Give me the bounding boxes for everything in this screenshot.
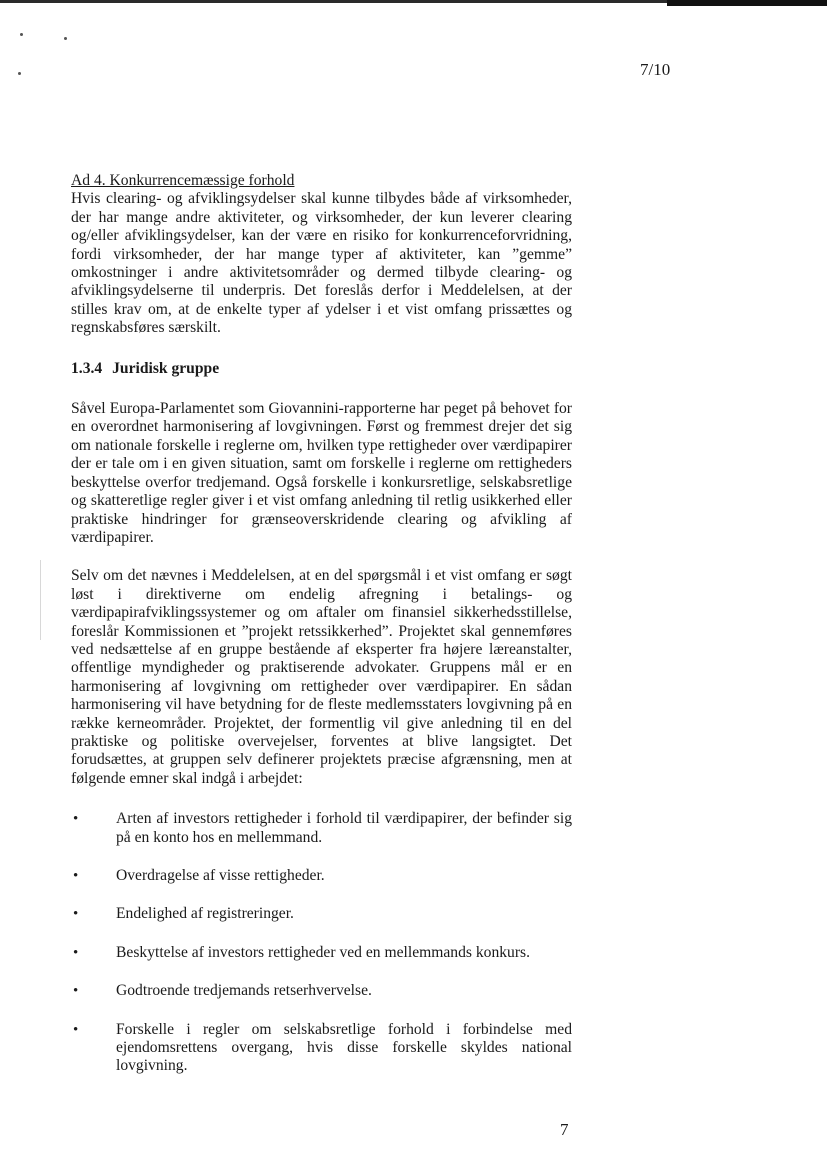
bullet-icon: • — [73, 983, 79, 1000]
section-title: Juridisk gruppe — [112, 359, 220, 377]
bullet-icon: • — [73, 868, 79, 884]
section-ad4-heading: Ad 4. Konkurrencemæssige forhold — [71, 172, 295, 189]
document-body — [71, 172, 572, 1096]
list-item: • Forskelle i regler om selskabsretlige forhold i forbindelse med ejendomsrettens overgang, hvis disse forskelle skyldes national lovgivning. — [73, 1020, 572, 1075]
bullet-icon: • — [73, 811, 79, 828]
topic-list — [71, 810, 572, 1076]
page-number: 7 — [560, 1120, 569, 1139]
scan-speck — [64, 37, 67, 40]
section-134-paragraph-2: Selv om det nævnes i Meddelelsen, at en del spørgsmål i et vist omfang er søgt løst i direktiverne om endelig afregning i betalings- og værdipapirafviklingssystemer og om aftaler om finansiel sikkerhedsstillelse, foreslår Kommissionen et ”projekt retssikkerhed”. Projektet skal gennemføres ved nedsættelse af en gruppe bestående af eksperter fra højere læreanstalter, offentlige myndigheder og praktiserende advokater. Gruppens mål er en harmonisering af lovgivning om rettigheder over værdipapirer. En sådan harmonisering vil have betydning for de fleste medlemsstaters lovgivning på en række kerneområder. Projektet, der formentlig vil give anledning til en del praktiske og politiske overvejelser, forventes at blive langsigtet. Det forudsættes, at gruppen selv definerer projektets præcise afgrænsning, men at følgende emner skal indgå i arbejdet: — [71, 567, 572, 787]
scan-speck — [18, 72, 21, 75]
section-ad4-text: Hvis clearing- og afviklingsydelser skal kunne tilbydes både af virksomheder, der har mange andre aktiviteter, og virksomheder, der kun leverer clearing og/eller afviklingsydelser, kan der være en risiko for konkurrenceforvridning, fordi virksomheder, der har mange typer af aktiviteter, kan ”gemme” omkostninger i andre aktivitetsområder og dermed tilbyde clearing- og afviklingsydelserne til underpris. Det foreslås derfor i Meddelelsen, at der stilles krav om, at de enkelte typer af ydelser i et vist omfang prissættes og regnskabsføres særskilt. — [71, 190, 572, 337]
list-item: • Overdragelse af visse rettigheder. — [73, 867, 325, 884]
page-label: 7/10 — [640, 60, 671, 79]
list-item: • Godtroende tredjemands retserhvervelse. — [73, 982, 372, 1000]
bullet-icon: • — [73, 906, 79, 923]
section-ad4 — [71, 172, 572, 338]
list-item: • Arten af investors rettigheder i forhold til værdipapirer, der befinder sig på en konto hos en mellemmand. — [73, 810, 572, 846]
section-134-paragraph-1: Såvel Europa-Parlamentet som Giovannini-rapporterne har peget på behovet for en overordnet harmonisering af lovgivningen. Først og fremmest drejer det sig om nationale forskelle i reglerne om, hvilken type rettigheder over værdipapirer der er tale om i en given situation, samt om forskelle i reglerne om rettigheders beskyttelse overfor tredjemand. Også forskelle i konkursretlige, selskabsretlige og skatteretlige regler giver i et vist omfang anledning til retlig usikkerhed eller praktiske hindringer for grænseoverskridende clearing og afvikling af værdipapirer. — [71, 400, 572, 546]
list-item: • Endelighed af registreringer. — [73, 905, 294, 923]
scan-speck — [20, 33, 23, 36]
top-scan-border-dark — [667, 0, 827, 6]
section-134-heading — [71, 360, 572, 378]
scan-margin-line — [40, 560, 41, 640]
bullet-icon: • — [73, 944, 79, 961]
list-item: • Beskyttelse af investors rettigheder ved en mellemmands konkurs. — [73, 943, 530, 961]
bullet-icon: • — [73, 1021, 79, 1038]
section-number: 1.3.4 — [71, 359, 103, 377]
